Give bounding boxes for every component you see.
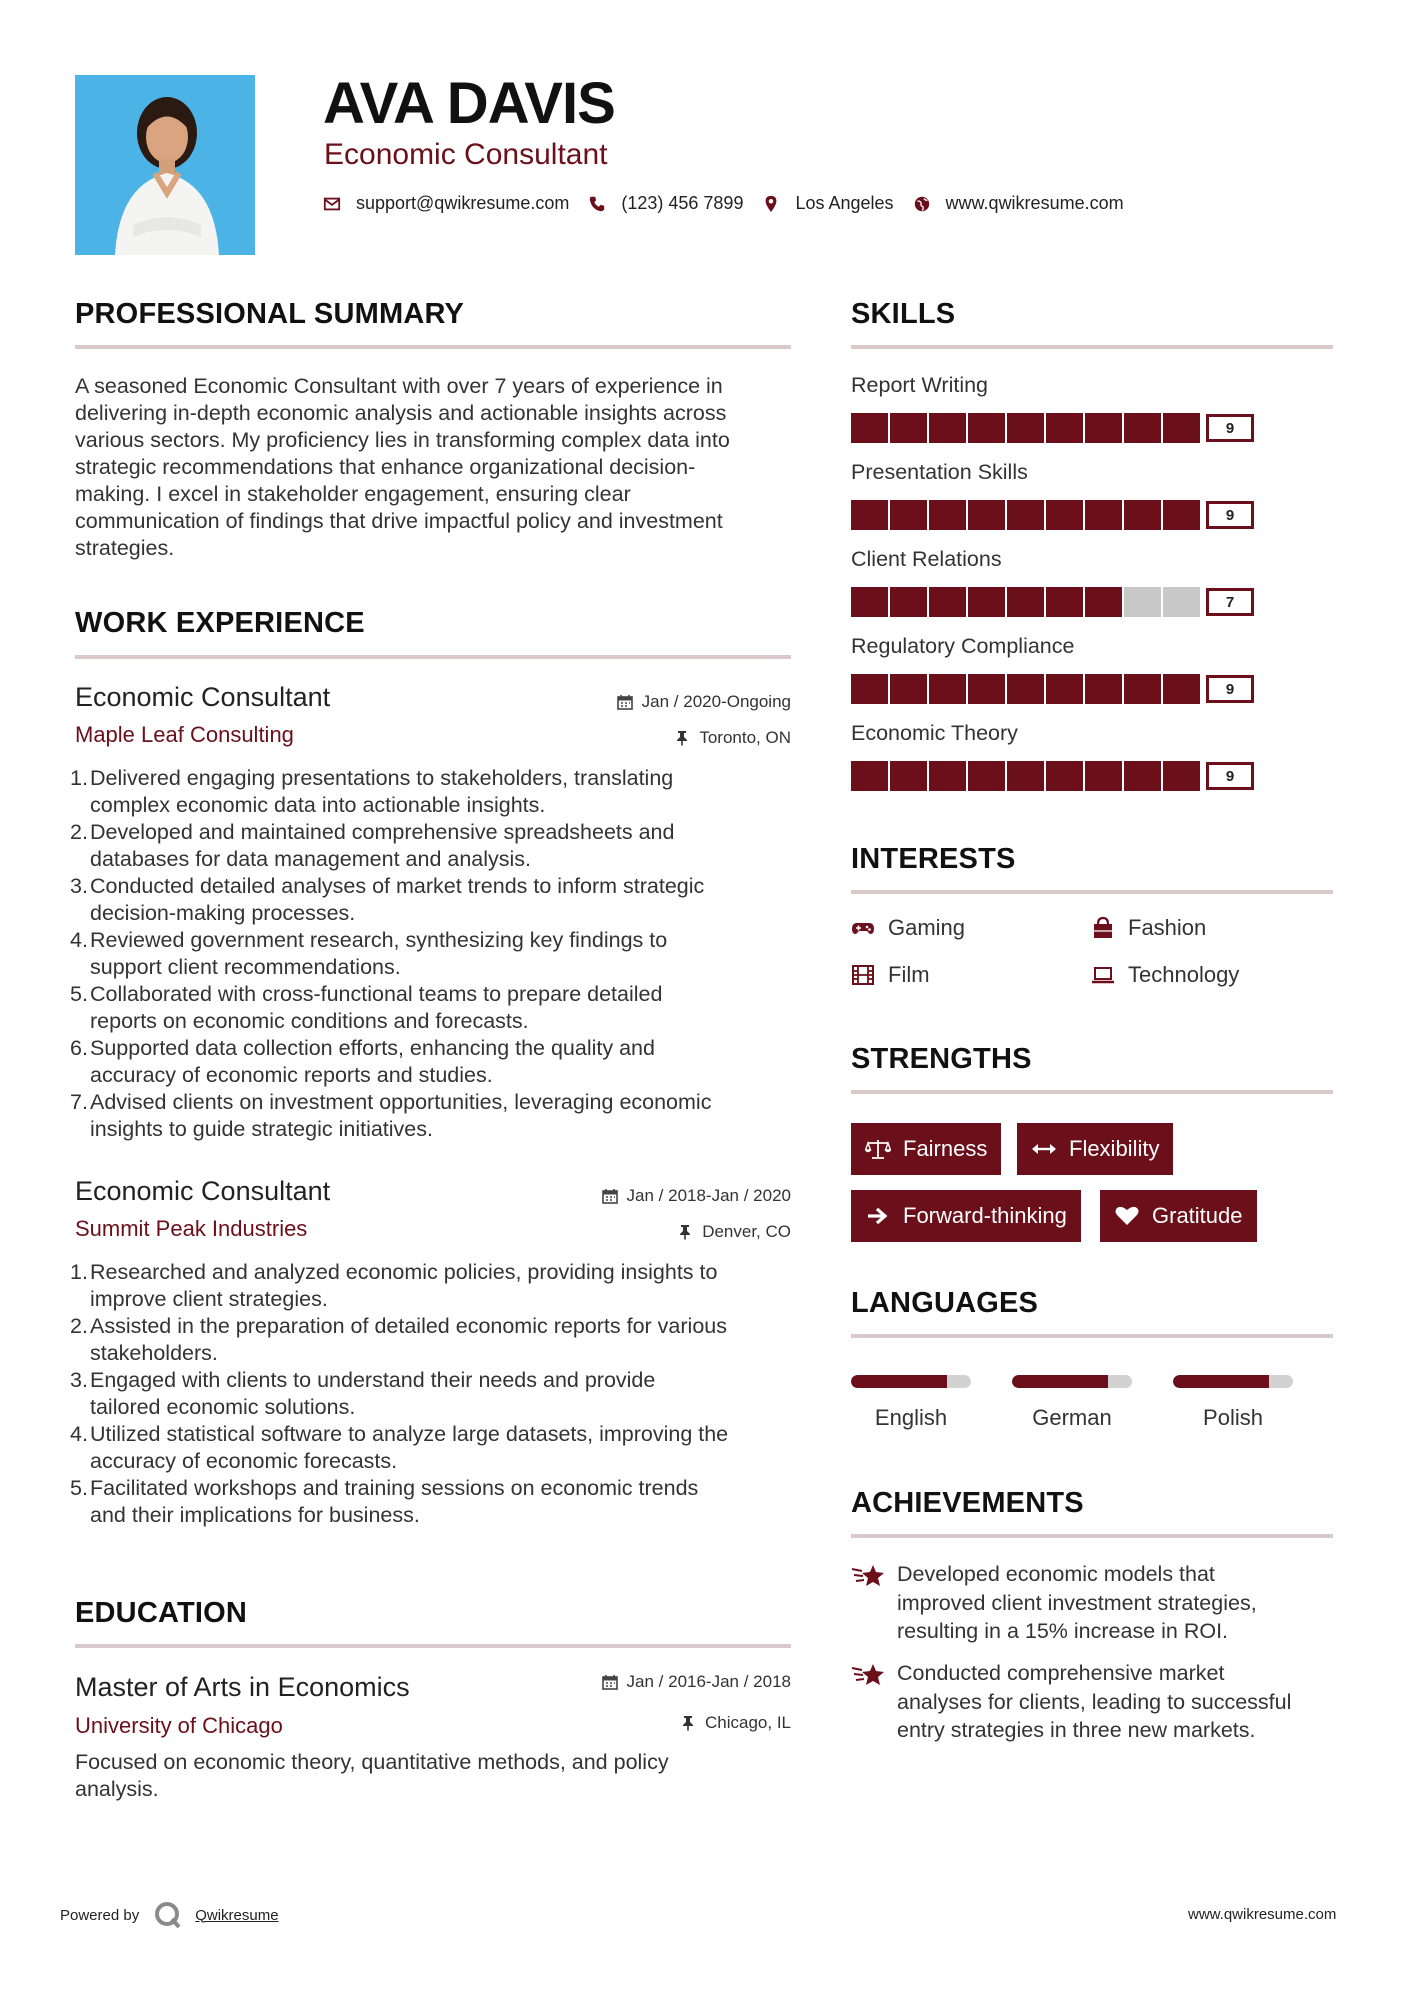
- skill-segment-filled: [1163, 761, 1200, 791]
- shooting-star-icon: [851, 1660, 885, 1690]
- interests-divider: [851, 890, 1333, 894]
- location-pin-icon: [761, 194, 781, 214]
- list-item: 5. Facilitated workshops and training sessions on economic trends and their implications for business.: [70, 1476, 699, 1527]
- strength-label: Forward-thinking: [903, 1203, 1067, 1228]
- skill-segment-filled: [968, 587, 1005, 617]
- interest-fashion: [1091, 915, 1206, 941]
- education-line: analysis.: [75, 1777, 159, 1801]
- skill-label: Report Writing: [851, 373, 989, 397]
- skill-segment-filled: [968, 761, 1005, 791]
- skill-segment-filled: [1007, 413, 1044, 443]
- calendar-icon: [602, 1188, 618, 1204]
- strength-chip: [851, 1123, 1001, 1175]
- education-heading: EDUCATION: [75, 1597, 248, 1629]
- job-title: Economic Consultant: [75, 1176, 331, 1206]
- achievement-item: [851, 1659, 1341, 1745]
- job-location: [491, 728, 791, 748]
- skill-segment-filled: [851, 587, 888, 617]
- skill-rating-bar: [851, 761, 1254, 791]
- skill-segment-empty: [1163, 587, 1200, 617]
- strengths-divider: [851, 1090, 1333, 1094]
- pushpin-icon: [674, 730, 690, 746]
- list-item: 5. Collaborated with cross-functional teams to prepare detailed reports on economic conditions and forecasts.: [70, 982, 663, 1033]
- job-company: Summit Peak Industries: [75, 1216, 308, 1241]
- skill-rating-bar: [851, 674, 1254, 704]
- summary-line: A seasoned Economic Consultant with over 7 years of experience in: [75, 374, 723, 398]
- skill-label: Client Relations: [851, 547, 1002, 571]
- skill-segment-filled: [1007, 674, 1044, 704]
- shooting-star-icon: [851, 1561, 885, 1591]
- contact-phone[interactable]: [587, 193, 743, 214]
- skill-segment-empty: [1124, 587, 1161, 617]
- gamepad-icon: [851, 916, 875, 940]
- skill-segment-filled: [851, 500, 888, 530]
- skill-segment-filled: [1163, 500, 1200, 530]
- pushpin-icon: [680, 1715, 696, 1731]
- list-item: 7. Advised clients on investment opportunities, leveraging economic insights to guide strategic initiatives.: [70, 1090, 712, 1141]
- skill-segment-filled: [1046, 761, 1083, 791]
- list-item: 3. Conducted detailed analyses of market trends to inform strategic decision-making processes.: [70, 874, 705, 925]
- language-name: German: [1032, 1405, 1112, 1430]
- contact-phone-text: (123) 456 7899: [621, 193, 744, 213]
- skill-rating-bar: [851, 413, 1254, 443]
- profile-photo: [75, 75, 255, 255]
- list-item: 1. Delivered engaging presentations to stakeholders, translating complex economic data into actionable insights.: [70, 766, 674, 817]
- laptop-icon: [1091, 963, 1115, 987]
- experience-divider: [75, 655, 791, 659]
- strengths-heading: STRENGTHS: [851, 1043, 1032, 1075]
- interest-label: Fashion: [1128, 915, 1207, 940]
- job-company: Maple Leaf Consulting: [75, 722, 294, 747]
- double-arrow-icon: [1031, 1138, 1057, 1160]
- degree-title: Master of Arts in Economics: [75, 1672, 410, 1702]
- summary-heading: PROFESSIONAL SUMMARY: [75, 298, 465, 330]
- skill-rating-bar: [851, 587, 1254, 617]
- skill-segment-filled: [890, 674, 927, 704]
- job-dates: [491, 692, 791, 712]
- languages-heading: LANGUAGES: [851, 1287, 1039, 1319]
- education-dates: [491, 1672, 791, 1692]
- education-description: [75, 1749, 795, 1803]
- balance-scale-icon: [865, 1138, 891, 1160]
- language-level-fill: [1173, 1375, 1269, 1388]
- interest-label: Technology: [1128, 962, 1240, 987]
- interest-film: [851, 962, 930, 988]
- strength-label: Flexibility: [1069, 1136, 1160, 1161]
- strength-label: Fairness: [903, 1136, 988, 1161]
- skill-segment-filled: [890, 413, 927, 443]
- list-item: 3. Engaged with clients to understand their needs and provide tailored economic solutions.: [70, 1368, 656, 1419]
- summary-line: various sectors. My proficiency lies in transforming complex data into: [75, 428, 730, 452]
- achievements-heading: ACHIEVEMENTS: [851, 1487, 1084, 1519]
- summary-text: [75, 373, 795, 562]
- globe-icon: [912, 194, 932, 214]
- skill-segment-filled: [1046, 587, 1083, 617]
- skill-segment-filled: [1085, 587, 1122, 617]
- job-duties: [70, 1259, 800, 1529]
- skill-segment-filled: [1085, 500, 1122, 530]
- skill-segment-filled: [1163, 674, 1200, 704]
- experience-heading: WORK EXPERIENCE: [75, 607, 365, 639]
- skill-score: 9: [1206, 501, 1254, 529]
- interest-label: Gaming: [888, 915, 966, 940]
- school-name: University of Chicago: [75, 1713, 283, 1738]
- phone-icon: [587, 194, 607, 214]
- education-divider: [75, 1644, 791, 1648]
- skill-segment-filled: [968, 413, 1005, 443]
- job-location-text: Toronto, ON: [699, 728, 791, 747]
- skill-segment-filled: [851, 674, 888, 704]
- achievement-text: Conducted comprehensive market analyses for clients, leading to successful entry strategies in three new markets.: [897, 1661, 1292, 1742]
- skill-segment-filled: [1124, 674, 1161, 704]
- list-item: 4. Reviewed government research, synthesizing key findings to support client recommendations.: [70, 928, 668, 979]
- heart-icon: [1114, 1205, 1140, 1227]
- skill-segment-filled: [929, 761, 966, 791]
- skill-segment-filled: [1085, 674, 1122, 704]
- interest-gaming: [851, 915, 965, 941]
- achievement-text: Developed economic models that improved client investment strategies, resulting in a 15% increase in ROI.: [897, 1562, 1257, 1643]
- contact-website-text: www.qwikresume.com: [945, 193, 1124, 213]
- skill-segment-filled: [1007, 761, 1044, 791]
- qwikresume-logo-icon: [153, 1900, 183, 1930]
- pushpin-icon: [677, 1224, 693, 1240]
- interests-heading: INTERESTS: [851, 843, 1016, 875]
- calendar-icon: [617, 694, 633, 710]
- skill-segment-filled: [1007, 500, 1044, 530]
- list-item: 4. Utilized statistical software to analyze large datasets, improving the accuracy of economic forecasts.: [70, 1422, 729, 1473]
- job-dates-text: Jan / 2018-Jan / 2020: [626, 1186, 791, 1205]
- skill-segment-filled: [929, 413, 966, 443]
- skills-heading: SKILLS: [851, 298, 956, 330]
- contact-website[interactable]: [912, 193, 1124, 214]
- brand-link[interactable]: Qwikresume: [195, 1906, 279, 1924]
- language-level-bar: [851, 1375, 971, 1388]
- skill-score: 9: [1206, 762, 1254, 790]
- strength-label: Gratitude: [1152, 1203, 1243, 1228]
- skill-segment-filled: [1046, 674, 1083, 704]
- job-duties: [70, 765, 800, 1143]
- skill-segment-filled: [1007, 587, 1044, 617]
- list-item: 1. Researched and analyzed economic policies, providing insights to improve client strategies.: [70, 1260, 718, 1311]
- skill-segment-filled: [1085, 761, 1122, 791]
- education-line: Focused on economic theory, quantitative methods, and policy: [75, 1750, 669, 1774]
- list-item: 2. Developed and maintained comprehensive spreadsheets and databases for data management and analysis.: [70, 820, 675, 871]
- job-location-text: Denver, CO: [702, 1222, 791, 1241]
- language-name: Polish: [1203, 1405, 1263, 1430]
- education-dates-text: Jan / 2016-Jan / 2018: [626, 1672, 791, 1691]
- list-item: 2. Assisted in the preparation of detailed economic reports for various stakeholders.: [70, 1314, 727, 1365]
- contact-location: [761, 193, 893, 214]
- skill-segment-filled: [890, 500, 927, 530]
- skill-segment-filled: [1163, 413, 1200, 443]
- skill-label: Economic Theory: [851, 721, 1018, 745]
- achievements-divider: [851, 1534, 1333, 1538]
- arrow-right-icon: [865, 1205, 891, 1227]
- language-level-fill: [851, 1375, 947, 1388]
- job-dates: [491, 1186, 791, 1206]
- skill-segment-filled: [929, 587, 966, 617]
- candidate-name: AVA DAVIS: [323, 71, 615, 136]
- summary-line: delivering in-depth economic analysis and actionable insights across: [75, 401, 727, 425]
- contact-location-text: Los Angeles: [795, 193, 894, 213]
- strength-chip: [851, 1190, 1081, 1242]
- skill-label: Presentation Skills: [851, 460, 1028, 484]
- skill-segment-filled: [968, 674, 1005, 704]
- achievement-item: [851, 1560, 1341, 1646]
- skill-segment-filled: [1124, 761, 1161, 791]
- skill-score: 9: [1206, 414, 1254, 442]
- languages-divider: [851, 1334, 1333, 1338]
- skill-segment-filled: [1046, 413, 1083, 443]
- job-title: Economic Consultant: [75, 682, 331, 712]
- skill-segment-filled: [851, 413, 888, 443]
- education-location: [491, 1713, 791, 1733]
- profile-photo-illustration: [75, 75, 255, 255]
- job-location: [491, 1222, 791, 1242]
- skill-segment-filled: [1046, 500, 1083, 530]
- skill-segment-filled: [1124, 413, 1161, 443]
- skill-segment-filled: [1085, 413, 1122, 443]
- strength-chip: [1100, 1190, 1257, 1242]
- film-icon: [851, 963, 875, 987]
- strength-chip: [1017, 1123, 1173, 1175]
- skill-segment-filled: [890, 587, 927, 617]
- interest-label: Film: [888, 962, 930, 987]
- summary-divider: [75, 345, 791, 349]
- skills-divider: [851, 345, 1333, 349]
- powered-by-text: Powered by: [60, 1906, 140, 1924]
- calendar-icon: [602, 1674, 618, 1690]
- envelope-icon: [322, 194, 342, 214]
- language-level-fill: [1012, 1375, 1108, 1388]
- summary-line: strategies.: [75, 536, 175, 560]
- shopping-bag-icon: [1091, 916, 1115, 940]
- skill-segment-filled: [929, 674, 966, 704]
- candidate-title: Economic Consultant: [324, 138, 608, 171]
- skill-segment-filled: [929, 500, 966, 530]
- summary-line: making. I excel in stakeholder engagement, ensuring clear: [75, 482, 631, 506]
- footer-url[interactable]: www.qwikresume.com: [1188, 1906, 1337, 1923]
- interest-technology: [1091, 962, 1239, 988]
- skill-segment-filled: [968, 500, 1005, 530]
- contact-email[interactable]: [322, 193, 569, 214]
- skill-segment-filled: [890, 761, 927, 791]
- summary-line: strategic recommendations that enhance organizational decision-: [75, 455, 696, 479]
- skill-segment-filled: [851, 761, 888, 791]
- contact-bar: [322, 193, 1142, 214]
- summary-line: communication of findings that drive impactful policy and investment: [75, 509, 723, 533]
- skill-score: 7: [1206, 588, 1254, 616]
- footer-branding: [60, 1900, 279, 1930]
- list-item: 6. Supported data collection efforts, enhancing the quality and accuracy of economic reports and studies.: [70, 1036, 655, 1087]
- contact-email-text: support@qwikresume.com: [356, 193, 570, 213]
- education-location-text: Chicago, IL: [705, 1713, 791, 1732]
- language-level-bar: [1173, 1375, 1293, 1388]
- job-dates-text: Jan / 2020-Ongoing: [641, 692, 791, 711]
- language-name: English: [874, 1405, 948, 1430]
- language-level-bar: [1012, 1375, 1132, 1388]
- skill-segment-filled: [1124, 500, 1161, 530]
- skill-score: 9: [1206, 675, 1254, 703]
- skill-label: Regulatory Compliance: [851, 634, 1075, 658]
- skill-rating-bar: [851, 500, 1254, 530]
